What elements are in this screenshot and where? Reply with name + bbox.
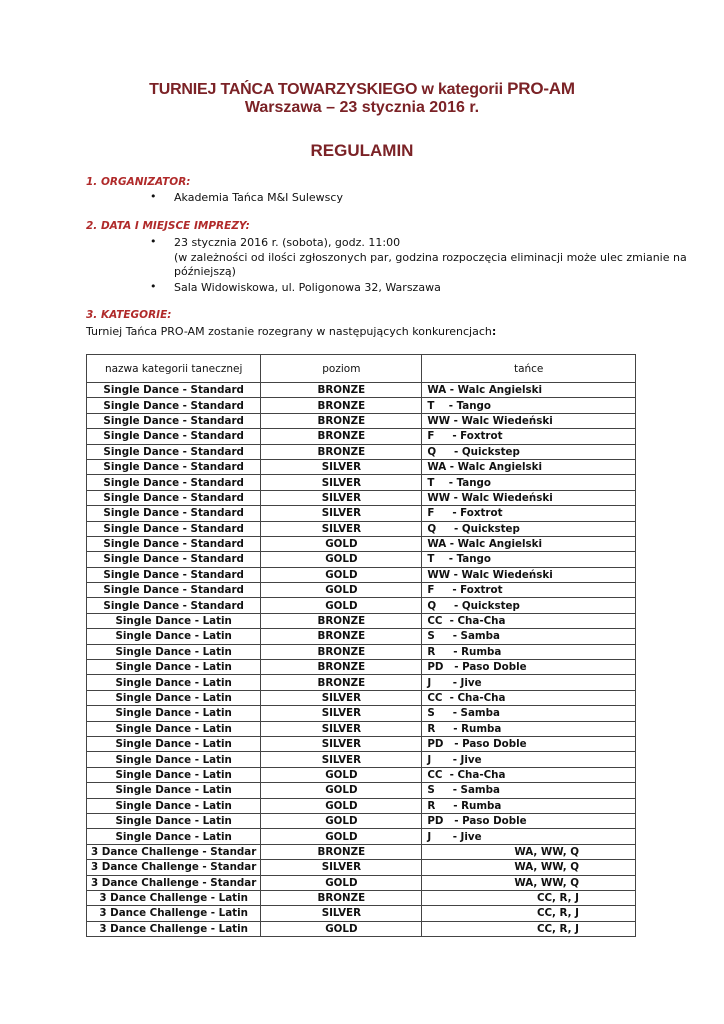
- category-cell: Single Dance - Standard: [87, 459, 261, 474]
- level-cell: SILVER: [261, 721, 422, 736]
- category-cell: Single Dance - Latin: [87, 767, 261, 782]
- table-row: [87, 813, 636, 828]
- level-cell: SILVER: [261, 490, 422, 505]
- dances-cell: R - Rumba: [422, 644, 636, 659]
- table-header-row: [87, 355, 636, 383]
- dances-cell: PD - Paso Doble: [422, 736, 636, 751]
- category-cell: Single Dance - Latin: [87, 706, 261, 721]
- category-cell: 3 Dance Challenge - Latin: [87, 906, 261, 921]
- dances-cell: J - Jive: [422, 752, 636, 767]
- category-cell: 3 Dance Challenge - Standar: [87, 875, 261, 890]
- dances-cell: WA, WW, Q: [422, 860, 636, 875]
- level-cell: GOLD: [261, 875, 422, 890]
- category-cell: Single Dance - Latin: [87, 675, 261, 690]
- level-cell: SILVER: [261, 521, 422, 536]
- level-cell: BRONZE: [261, 429, 422, 444]
- table-row: [87, 690, 636, 705]
- level-cell: SILVER: [261, 736, 422, 751]
- category-cell: Single Dance - Standard: [87, 536, 261, 551]
- level-cell: GOLD: [261, 567, 422, 582]
- table-body: [87, 383, 636, 937]
- category-cell: Single Dance - Latin: [87, 798, 261, 813]
- table-row: [87, 875, 636, 890]
- table-row: [87, 660, 636, 675]
- table-row: [87, 752, 636, 767]
- regulations-heading: REGULAMIN: [310, 141, 414, 160]
- table-row: [87, 798, 636, 813]
- category-cell: 3 Dance Challenge - Standar: [87, 860, 261, 875]
- table-row: [87, 444, 636, 459]
- header-dances: tańce: [422, 355, 636, 383]
- dances-cell: WA - Walc Angielski: [422, 459, 636, 474]
- dances-cell: F - Foxtrot: [422, 429, 636, 444]
- table-row: [87, 860, 636, 875]
- dances-cell: J - Jive: [422, 675, 636, 690]
- dances-cell: S - Samba: [422, 783, 636, 798]
- table-row: [87, 459, 636, 474]
- table-row: [87, 890, 636, 905]
- level-cell: GOLD: [261, 598, 422, 613]
- category-cell: Single Dance - Latin: [87, 629, 261, 644]
- level-cell: GOLD: [261, 536, 422, 551]
- level-cell: SILVER: [261, 906, 422, 921]
- category-cell: Single Dance - Latin: [87, 752, 261, 767]
- date-heading: 2. DATA I MIEJSCE IMPREZY:: [86, 220, 250, 232]
- category-cell: Single Dance - Standard: [87, 506, 261, 521]
- level-cell: SILVER: [261, 706, 422, 721]
- category-cell: Single Dance - Standard: [87, 490, 261, 505]
- table-row: [87, 629, 636, 644]
- table-row: [87, 736, 636, 751]
- category-cell: Single Dance - Standard: [87, 583, 261, 598]
- category-cell: Single Dance - Standard: [87, 475, 261, 490]
- dances-cell: PD - Paso Doble: [422, 813, 636, 828]
- dances-cell: CC, R, J: [422, 921, 636, 936]
- category-cell: 3 Dance Challenge - Standar: [87, 844, 261, 859]
- category-cell: 3 Dance Challenge - Latin: [87, 921, 261, 936]
- place-item: Sala Widowiskowa, ul. Poligonowa 32, Warszawa: [174, 281, 441, 294]
- dances-cell: CC - Cha-Cha: [422, 613, 636, 628]
- table-row: [87, 613, 636, 628]
- level-cell: SILVER: [261, 860, 422, 875]
- level-cell: SILVER: [261, 690, 422, 705]
- category-cell: Single Dance - Standard: [87, 444, 261, 459]
- category-cell: Single Dance - Latin: [87, 613, 261, 628]
- dances-cell: F - Foxtrot: [422, 583, 636, 598]
- dances-cell: WA - Walc Angielski: [422, 536, 636, 551]
- level-cell: BRONZE: [261, 413, 422, 428]
- dances-cell: WA, WW, Q: [422, 844, 636, 859]
- level-cell: GOLD: [261, 921, 422, 936]
- dances-cell: WA - Walc Angielski: [422, 383, 636, 398]
- dances-cell: J - Jive: [422, 829, 636, 844]
- categories-intro-colon: :: [491, 325, 497, 338]
- dances-cell: CC - Cha-Cha: [422, 690, 636, 705]
- category-cell: Single Dance - Latin: [87, 736, 261, 751]
- dances-cell: S - Samba: [422, 706, 636, 721]
- level-cell: BRONZE: [261, 613, 422, 628]
- dances-cell: CC, R, J: [422, 906, 636, 921]
- dances-cell: T - Tango: [422, 552, 636, 567]
- table-row: [87, 506, 636, 521]
- title-main: TURNIEJ TAŃCA TOWARZYSKIEGO w kategorii: [149, 81, 508, 98]
- category-cell: Single Dance - Standard: [87, 521, 261, 536]
- table-row: [87, 567, 636, 582]
- dances-cell: Q - Quickstep: [422, 598, 636, 613]
- bullet-icon: •: [150, 190, 157, 203]
- document-title: [0, 79, 724, 99]
- level-cell: GOLD: [261, 829, 422, 844]
- table-row: [87, 706, 636, 721]
- table-row: [87, 552, 636, 567]
- table-row: [87, 490, 636, 505]
- categories-intro: [86, 324, 496, 339]
- table-row: [87, 475, 636, 490]
- dances-cell: PD - Paso Doble: [422, 660, 636, 675]
- dances-cell: F - Foxtrot: [422, 506, 636, 521]
- dances-cell: S - Samba: [422, 629, 636, 644]
- bullet-icon: •: [150, 235, 157, 248]
- date-item: 23 stycznia 2016 r. (sobota), godz. 11:00: [174, 236, 401, 249]
- table-row: [87, 721, 636, 736]
- table-row: [87, 521, 636, 536]
- table-row: [87, 921, 636, 936]
- categories-intro-text: Turniej Tańca PRO-AM zostanie rozegrany w następujących konkurencjach: [86, 325, 492, 338]
- level-cell: BRONZE: [261, 398, 422, 413]
- level-cell: GOLD: [261, 813, 422, 828]
- level-cell: BRONZE: [261, 383, 422, 398]
- level-cell: BRONZE: [261, 444, 422, 459]
- dances-cell: WW - Walc Wiedeński: [422, 567, 636, 582]
- level-cell: GOLD: [261, 783, 422, 798]
- organizer-heading: 1. ORGANIZATOR:: [86, 176, 191, 188]
- table-row: [87, 829, 636, 844]
- level-cell: GOLD: [261, 767, 422, 782]
- category-cell: Single Dance - Latin: [87, 783, 261, 798]
- level-cell: SILVER: [261, 475, 422, 490]
- table-row: [87, 844, 636, 859]
- dances-cell: T - Tango: [422, 398, 636, 413]
- categories-heading: 3. KATEGORIE:: [86, 309, 172, 321]
- table-row: [87, 644, 636, 659]
- level-cell: BRONZE: [261, 644, 422, 659]
- category-cell: Single Dance - Latin: [87, 721, 261, 736]
- dances-cell: R - Rumba: [422, 798, 636, 813]
- level-cell: GOLD: [261, 552, 422, 567]
- level-cell: BRONZE: [261, 890, 422, 905]
- event-date-location: Warszawa – 23 stycznia 2016 r.: [244, 99, 480, 116]
- category-cell: Single Dance - Standard: [87, 552, 261, 567]
- dances-cell: WW - Walc Wiedeński: [422, 490, 636, 505]
- organizer-item: Akademia Tańca M&I Sulewscy: [174, 191, 343, 204]
- level-cell: BRONZE: [261, 660, 422, 675]
- table-row: [87, 398, 636, 413]
- level-cell: BRONZE: [261, 629, 422, 644]
- category-cell: Single Dance - Standard: [87, 598, 261, 613]
- dances-cell: Q - Quickstep: [422, 444, 636, 459]
- table-row: [87, 536, 636, 551]
- category-cell: Single Dance - Standard: [87, 383, 261, 398]
- dances-cell: R - Rumba: [422, 721, 636, 736]
- level-cell: GOLD: [261, 583, 422, 598]
- category-cell: Single Dance - Standard: [87, 429, 261, 444]
- dances-cell: T - Tango: [422, 475, 636, 490]
- category-cell: Single Dance - Latin: [87, 690, 261, 705]
- table-row: [87, 767, 636, 782]
- category-cell: Single Dance - Standard: [87, 567, 261, 582]
- category-cell: Single Dance - Latin: [87, 829, 261, 844]
- level-cell: BRONZE: [261, 675, 422, 690]
- date-note-line2: późniejszą): [174, 265, 236, 278]
- dances-cell: Q - Quickstep: [422, 521, 636, 536]
- dances-cell: WA, WW, Q: [422, 875, 636, 890]
- table-row: [87, 413, 636, 428]
- level-cell: SILVER: [261, 752, 422, 767]
- header-category: nazwa kategorii tanecznej: [87, 355, 261, 383]
- table-row: [87, 675, 636, 690]
- table-row: [87, 383, 636, 398]
- level-cell: GOLD: [261, 798, 422, 813]
- categories-table: [86, 354, 636, 937]
- date-note-line1: (w zależności od ilości zgłoszonych par, godzina rozpoczęcia eliminacji może ulec zmianie na: [174, 251, 687, 264]
- category-cell: Single Dance - Standard: [87, 413, 261, 428]
- title-proam: PRO-AM: [507, 79, 575, 98]
- bullet-icon: •: [150, 280, 157, 293]
- header-level: poziom: [261, 355, 422, 383]
- dances-cell: CC - Cha-Cha: [422, 767, 636, 782]
- table-row: [87, 598, 636, 613]
- category-cell: Single Dance - Latin: [87, 813, 261, 828]
- table-row: [87, 429, 636, 444]
- dances-cell: CC, R, J: [422, 890, 636, 905]
- category-cell: 3 Dance Challenge - Latin: [87, 890, 261, 905]
- category-cell: Single Dance - Standard: [87, 398, 261, 413]
- category-cell: Single Dance - Latin: [87, 660, 261, 675]
- dances-cell: WW - Walc Wiedeński: [422, 413, 636, 428]
- table-row: [87, 906, 636, 921]
- level-cell: BRONZE: [261, 844, 422, 859]
- level-cell: SILVER: [261, 506, 422, 521]
- table-row: [87, 783, 636, 798]
- category-cell: Single Dance - Latin: [87, 644, 261, 659]
- level-cell: SILVER: [261, 459, 422, 474]
- table-row: [87, 583, 636, 598]
